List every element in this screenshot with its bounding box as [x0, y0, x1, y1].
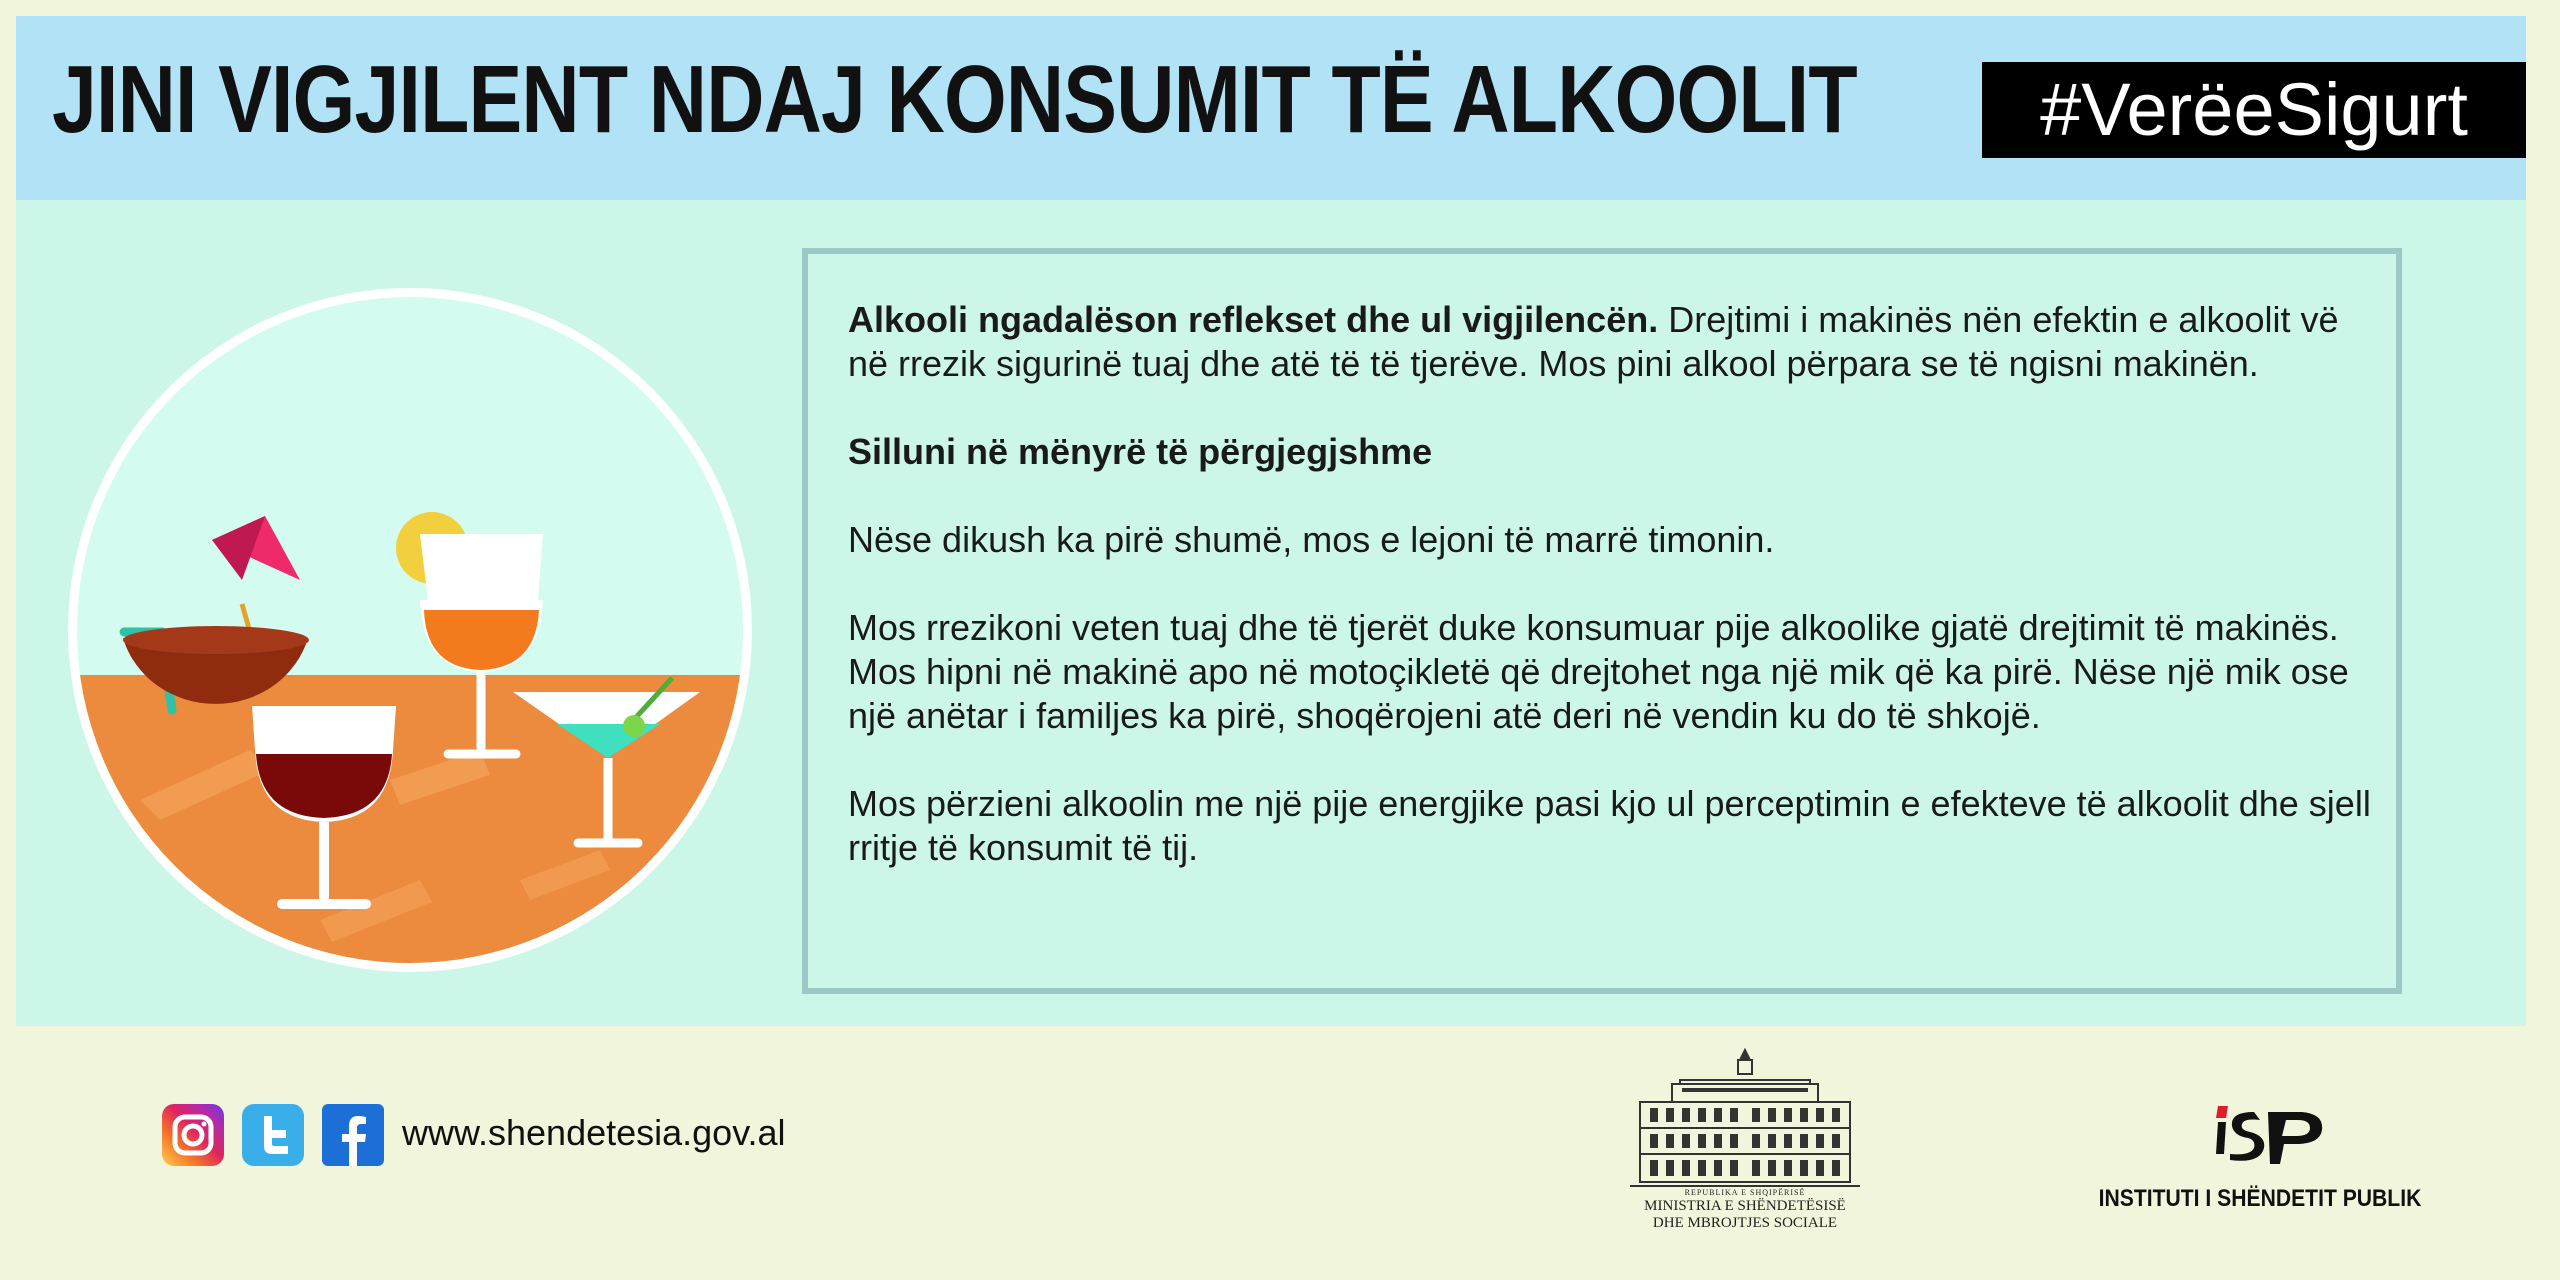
info-text-box: [802, 248, 2402, 994]
twitter-icon[interactable]: [242, 1104, 304, 1166]
paragraph-3: Mos rrezikoni veten tuaj dhe të tjerët duke konsumuar pije alkoolike gjatë drejtimit të makinës. Mos hipni në makinë apo në motoçikletë që drejtohet nga një mik që ka pirë. Nëse një mik ose një anëtar i familjes ka pirë, shoqërojeni atë deri në vendin ku do të shkojë.: [848, 607, 2349, 736]
ministry-building-logo: [1620, 1044, 1870, 1188]
drinks-illustration: [60, 280, 760, 980]
facebook-icon[interactable]: [322, 1104, 384, 1166]
page-title: JINI VIGJILENT NDAJ KONSUMIT TË ALKOOLIT: [52, 46, 1857, 153]
paragraph-4: Mos përzieni alkoolin me një pije energjike pasi kjo ul perceptimin e efekteve të alkoolit dhe sjell rritje të konsumit të tij.: [848, 783, 2371, 868]
website-link[interactable]: www.shendetesia.gov.al: [402, 1112, 786, 1153]
intro-bold: Alkooli ngadalëson reflekset dhe ul vigjilencën.: [848, 299, 1659, 340]
ministry-small-caption: REPUBLIKA E SHQIPËRISË: [1684, 1188, 1806, 1197]
intro-text: Drejtimi i makinës nën efektin e alkoolit vë në rrezik sigurinë tuaj dhe atë të të tjerëve. Mos pini alkool përpara se të ngisni makinën.: [848, 299, 2339, 384]
ministry-line-2: DHE MBROJTJES SOCIALE: [1652, 1215, 1838, 1231]
hashtag-badge: #VerëeSigurt: [1982, 62, 2526, 158]
paragraph-2: Nëse dikush ka pirë shumë, mos e lejoni të marrë timonin.: [848, 519, 1775, 560]
subheading: Silluni në mënyrë të përgjegjshme: [848, 431, 1433, 472]
subheading-row: [848, 430, 2380, 474]
intro-paragraph: [848, 298, 2380, 386]
ministry-name: [1580, 1188, 1910, 1232]
instagram-icon[interactable]: [162, 1104, 224, 1166]
ministry-line-1: MINISTRIA E SHËNDETËSISË: [1644, 1198, 1846, 1214]
isp-name: INSTITUTI I SHËNDETIT PUBLIK: [2098, 1185, 2422, 1212]
isp-logo: [2210, 1102, 2330, 1166]
